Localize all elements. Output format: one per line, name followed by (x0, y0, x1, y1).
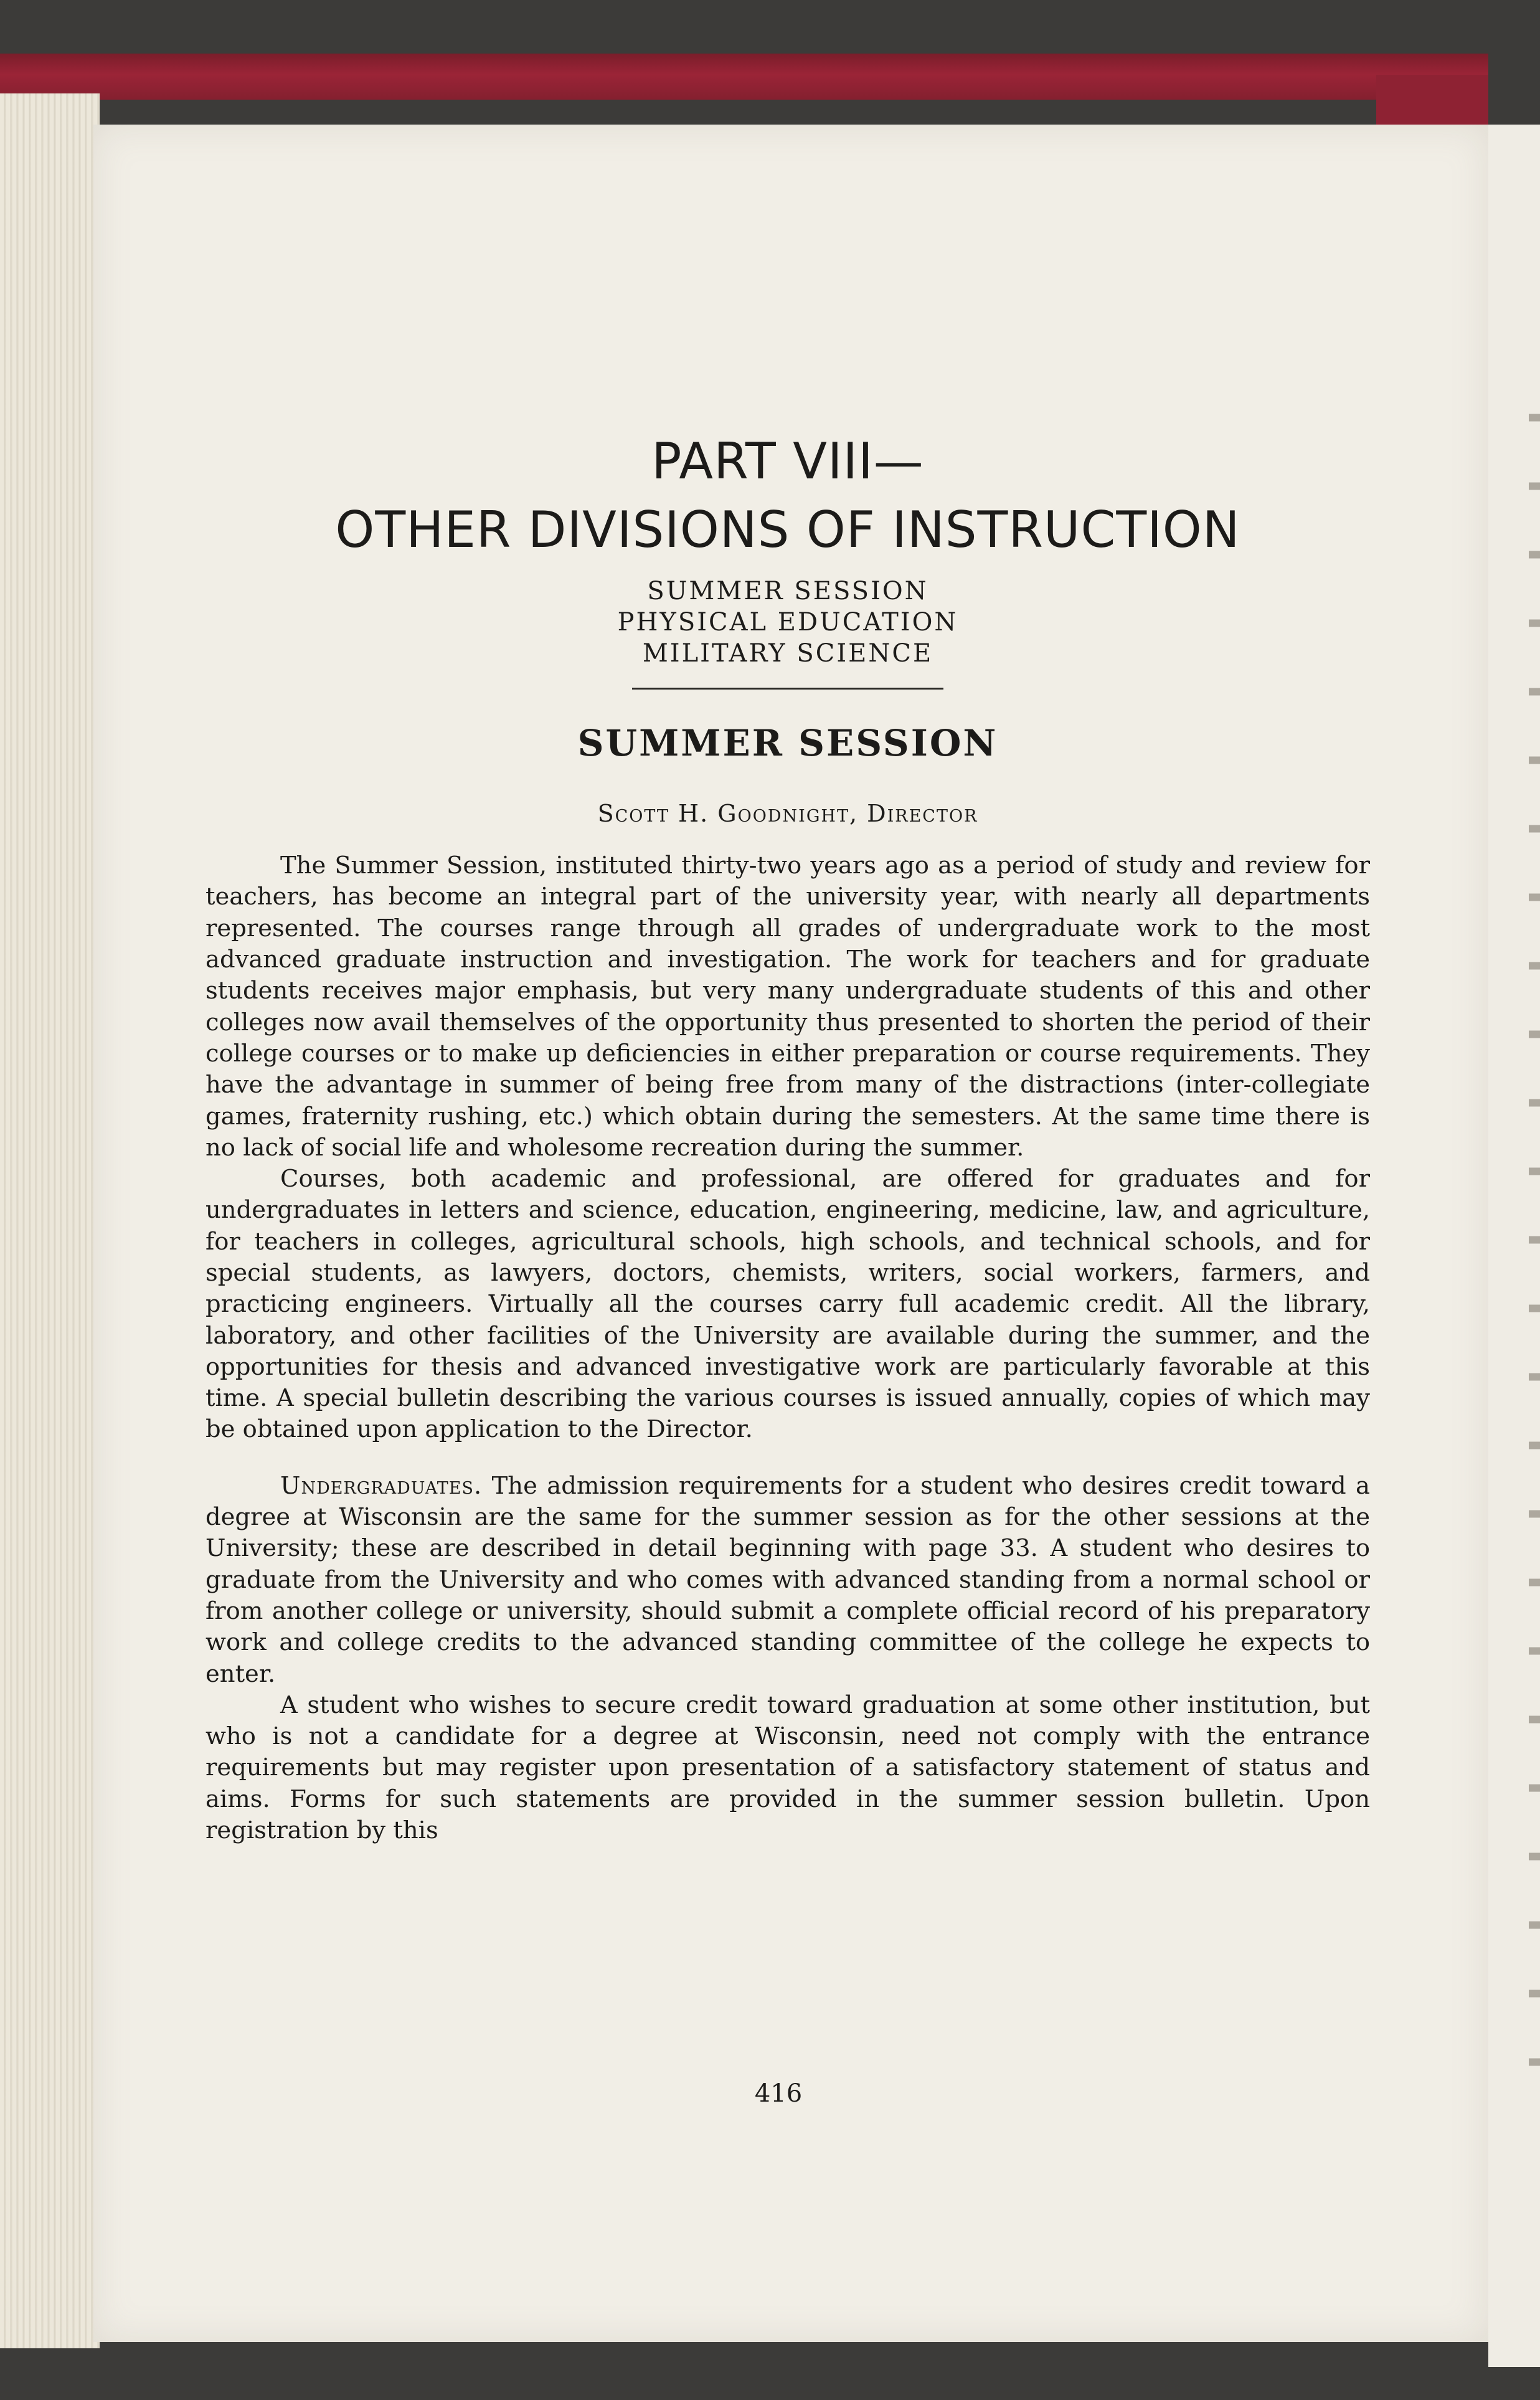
paragraph-undergraduates-text: The admission requirements for a student who desires credit toward a degree at Wisconsin are the same for the summer session as for the other sessions at the University; these are described in detail beginning with page 33. A student who desires to graduate from the University and who comes with advanced standing from a normal school or from another college or university, should submit a complete official record of his preparatory work and college credits to the advanced standing committee of the college he expects to enter. (205, 1471, 1370, 1688)
paragraph-undergraduates (205, 1471, 1370, 1690)
facing-page-text-fragment (1529, 386, 1540, 2068)
page-edge-stack (0, 93, 100, 2348)
subject-item: MILITARY SCIENCE (642, 639, 933, 668)
director-line: Scott H. Goodnight, Director (597, 800, 978, 828)
book-cover-spine-band (0, 54, 1488, 100)
subject-item: SUMMER SESSION (647, 577, 928, 605)
subjects-list (205, 576, 1370, 669)
paragraph-lead-term: Undergraduates. (280, 1471, 483, 1500)
part-title: PART VIII— (651, 432, 924, 490)
page-number: 416 (754, 2079, 803, 2108)
subject-item: PHYSICAL EDUCATION (617, 608, 958, 637)
part-subtitle: OTHER DIVISIONS OF INSTRUCTION (335, 501, 1240, 559)
paragraph-intro: The Summer Session, instituted thirty-two years ago as a period of study and review for teachers, has become an integral part of the university year, with nearly all departments represented. The courses range through all grades of undergraduate work to the most advanced graduate instruction and investigation. The work for teachers and for graduate students receives major emphasis, but very many undergraduate students of this and other colleges now avail themselves of the opportunity thus presented to shorten the period of their college courses or to make up deficiencies in either preparation or course requirements. They have the advantage in summer of being free from many of the distractions (inter-collegiate games, fraternity rushing, etc.) which obtain during the semesters. At the same time there is no lack of social life and wholesome recreation during the summer. (205, 851, 1370, 1162)
paragraph-courses: Courses, both academic and professional, are offered for graduates and for undergraduates in letters and science, education, engineering, medicine, law, and agriculture, for teachers in colleges, agricultural schools, high schools, and technical schools, and for special students, as lawyers, doctors, chemists, writers, social workers, farmers, and practicing engineers. Virtually all the courses carry full academic credit. All the library, laboratory, and other facilities of the University are available during the summer, and the opportunities for thesis and advanced investigative work are particularly favorable at this time. A special bulletin describing the various courses is issued annually, copies of which may be obtained upon application to the Director. (205, 1165, 1370, 1444)
section-heading: SUMMER SESSION (577, 722, 998, 764)
section-divider (632, 688, 943, 690)
page-content (205, 318, 1370, 1846)
paragraph-other-institution: A student who wishes to secure credit toward graduation at some other institution, but who is not a candidate for a degree at Wisconsin, need not comply with the entrance requirements but may register upon presentation of a satisfactory statement of status and aims. Forms for such statements are provided in the summer session bulletin. Upon registration by this (205, 1691, 1370, 1845)
